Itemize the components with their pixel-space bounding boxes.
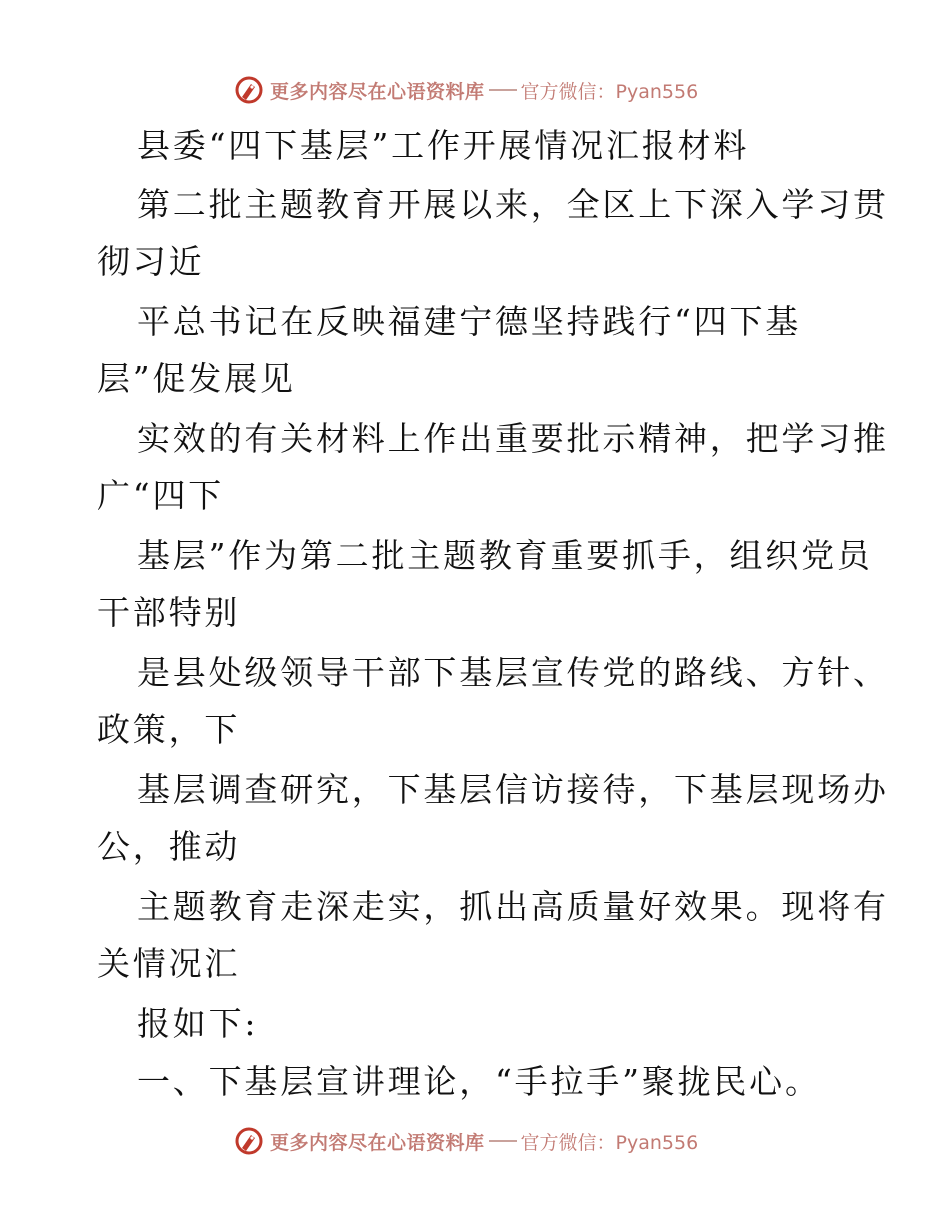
paragraph-line: 干部特别 [97,593,241,632]
paragraph-line: 平总书记在反映福建宁德坚持践行“四下基 [137,302,802,341]
paragraph-line: 关情况汇 [97,944,241,983]
paragraph-line: 层”促发展见 [97,359,296,398]
paragraph-line: 第二批主题教育开展以来，全区上下深入学习贯 [137,185,889,224]
paragraph-line: 基层调查研究，下基层信访接待，下基层现场办 [137,770,889,809]
paragraph-line: 是县处级领导干部下基层宣传党的路线、方针、 [137,653,889,692]
footer-watermark [234,1124,698,1158]
pen-nib-logo-icon [234,1126,264,1156]
paragraph-line: 彻习近 [97,242,205,281]
watermark-wechat-text: 官方微信：Pyan556 [520,80,699,103]
paragraph-line: 主题教育走深走实，抓出高质量好效果。现将有 [137,887,889,926]
paragraph-line: 实效的有关材料上作出重要批示精神，把学习推 [137,419,889,458]
watermark-main-text: 更多内容尽在心语资料库 [270,1131,485,1154]
header-watermark [234,73,698,107]
paragraph-line: 基层”作为第二批主题教育重要抓手，组织党员 [137,536,873,575]
watermark-separator [489,1140,517,1142]
paragraph-line: 政策，下 [97,710,241,749]
watermark-separator [489,89,517,91]
paragraph-line: 广“四下 [97,476,225,515]
section-heading: 一、下基层宣讲理论，“手拉手”聚拢民心。 [137,1062,821,1101]
paragraph-line: 报如下: [137,1004,259,1043]
watermark-wechat-text: 官方微信：Pyan556 [520,1131,699,1154]
watermark-main-text: 更多内容尽在心语资料库 [270,80,485,103]
paragraph-line: 公，推动 [97,827,241,866]
pen-nib-logo-icon [234,75,264,105]
document-title: 县委“四下基层”工作开展情况汇报材料 [137,126,750,165]
